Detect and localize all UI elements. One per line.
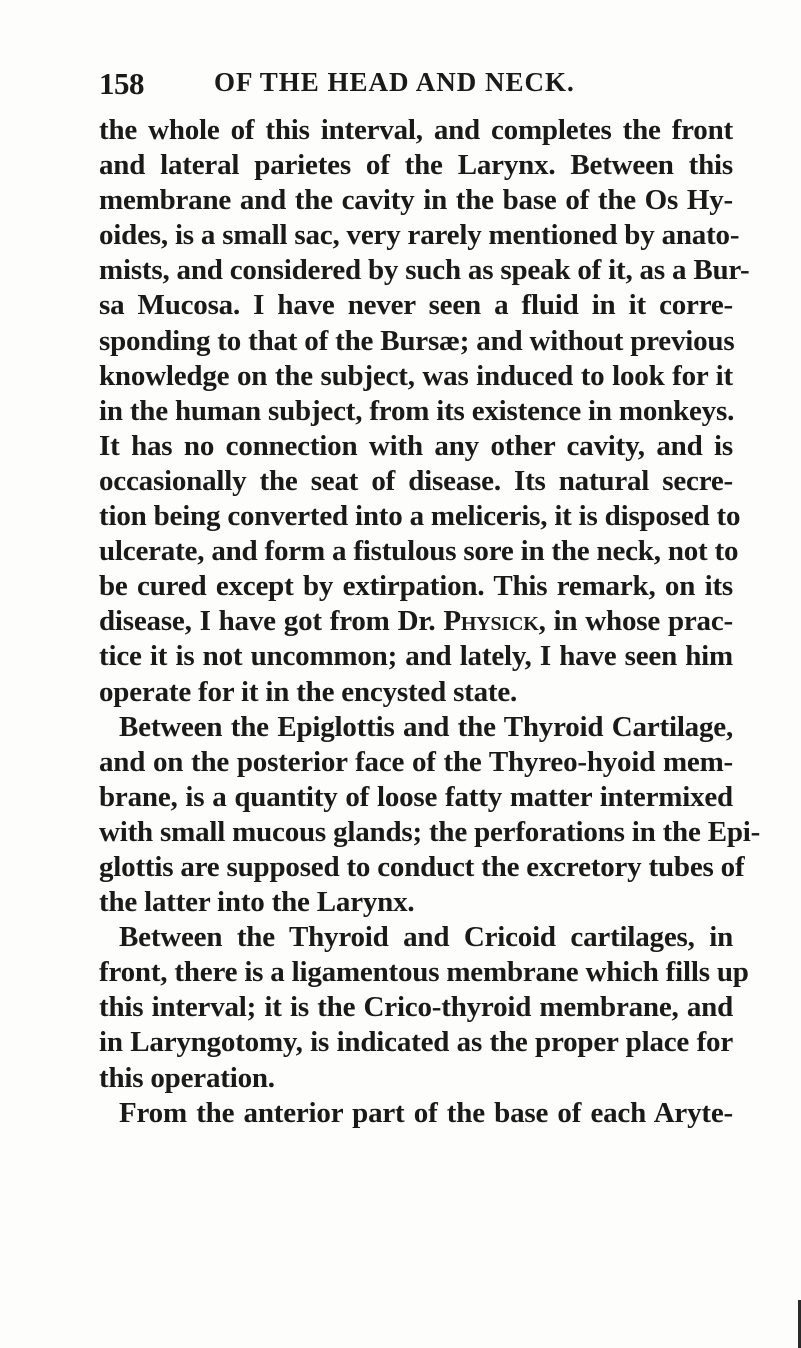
text-line: mists, and considered by such as speak of it, as a Bur- — [99, 254, 750, 287]
text-line: operate for it in the encysted state. — [99, 675, 518, 708]
text-line: occasionally the seat of disease. Its natural secre- — [99, 464, 733, 497]
text-line: knowledge on the subject, was induced to look for it — [99, 359, 733, 392]
paragraph-start-line: From the anterior part of the base of each Aryte- — [119, 1096, 733, 1129]
text-line: membrane and the cavity in the base of the Os Hy- — [99, 184, 733, 217]
running-head: OF THE HEAD AND NECK. — [214, 67, 575, 97]
paragraph-start-line: Between the Epiglottis and the Thyroid Cartilage, — [119, 710, 733, 743]
text-line: front, there is a ligamentous membrane which fills up — [99, 956, 749, 989]
page-number: 158 — [99, 66, 144, 101]
text-line: glottis are supposed to conduct the excretory tubes of — [99, 850, 745, 883]
text-line: this interval; it is the Crico-thyroid membrane, and — [99, 991, 733, 1024]
text-segment: disease, I have got from Dr. — [99, 605, 444, 638]
text-line: It has no connection with any other cavity, and is — [99, 429, 733, 462]
text-line: the whole of this interval, and completes the front — [99, 114, 733, 146]
text-line: brane, is a quantity of loose fatty matter intermixed — [99, 780, 733, 813]
text-line: ulcerate, and form a fistulous sore in the neck, not to — [99, 535, 739, 568]
text-line: this operation. — [99, 1061, 275, 1094]
author-name-small-caps: Physick — [443, 605, 539, 638]
text-line: be cured except by extirpation. This remark, on its — [99, 570, 733, 603]
body-text — [99, 113, 761, 1131]
text-line: with small mucous glands; the perforations in the Epi- — [99, 815, 761, 848]
text-line: tion being converted into a meliceris, it is disposed to — [99, 500, 741, 533]
text-line: oides, is a small sac, very rarely mentioned by anato- — [99, 219, 740, 252]
text-line: and lateral parietes of the Larynx. Between this — [99, 149, 733, 182]
paragraph-start-line: Between the Thyroid and Cricoid cartilages, in — [119, 921, 733, 954]
text-line-with-small-caps — [99, 604, 733, 639]
text-line: in the human subject, from its existence in monkeys. — [99, 394, 735, 427]
text-line: the latter into the Larynx. — [99, 886, 415, 919]
text-line: sa Mucosa. I have never seen a fluid in it corre- — [99, 289, 733, 322]
text-line: sponding to that of the Bursæ; and without previous — [99, 324, 735, 357]
text-line: and on the posterior face of the Thyreo-hyoid mem- — [99, 745, 733, 778]
text-line: in Laryngotomy, is indicated as the proper place for — [99, 1026, 733, 1059]
text-segment: , in whose prac- — [538, 605, 733, 638]
text-line: tice it is not uncommon; and lately, I have seen him — [99, 640, 733, 673]
page-header — [99, 66, 659, 106]
